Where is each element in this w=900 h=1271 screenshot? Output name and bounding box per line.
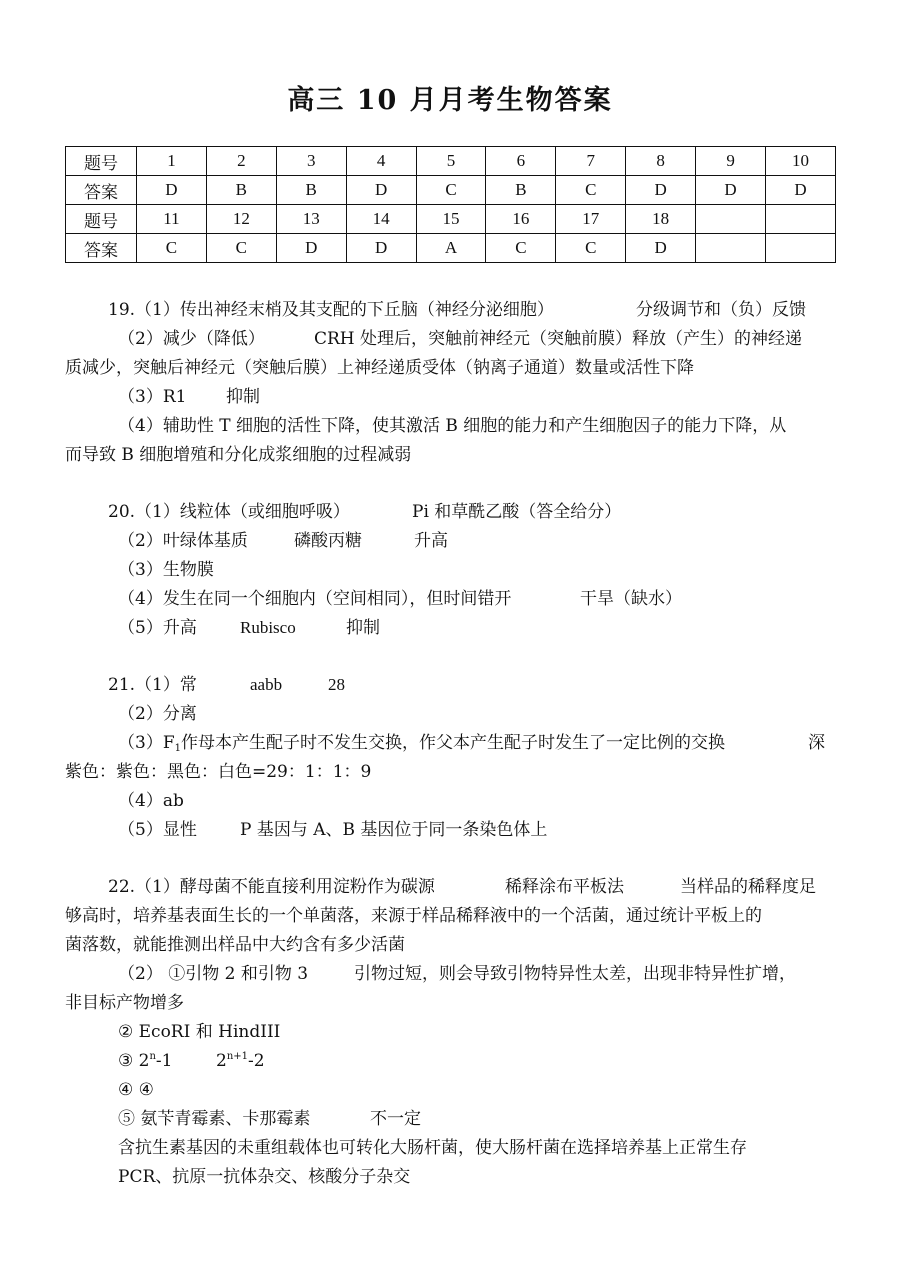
q22-line-5: 非目标产物增多 [65,993,184,1013]
q22-line-11: PCR、抗原一抗体杂交、核酸分子杂交 [118,1167,411,1187]
q20-answer-2c: 升高 [414,531,448,551]
q22-formula-2-exp: n+1 [226,1051,249,1062]
q20-answer-1: 20.（1）线粒体（或细胞呼吸） [108,502,350,522]
q22-answer-2b: 引物过短，则会导致引物特异性太差，出现非特异性扩增， [354,964,796,984]
table-cell: D [626,234,696,263]
q22-formula-1-tail: -1 [155,1051,173,1071]
q19-answer-2: （2）减少（降低） [118,329,265,349]
table-cell: D [346,176,416,205]
table-cell: 7 [556,147,626,176]
q20-answer-2b: 磷酸丙糖 [294,531,362,551]
q22-line-3: 菌落数，就能推测出样品中大约含有多少活菌 [65,935,405,955]
table-row [66,176,836,205]
q20-answer-5c: 抑制 [346,618,380,638]
table-cell: D [137,176,207,205]
table-cell: C [206,234,276,263]
table-cell: C [556,234,626,263]
q21-answer-5a: （5）显性 [118,820,197,840]
q21-answer-5b: P 基因与 A、B 基因位于同一条染色体上 [240,820,548,840]
q22-line-6: ② EcoRI 和 HindIII [118,1022,281,1042]
q22-answer-3a [118,1050,172,1072]
q19-line-5: （4）辅助性 T 细胞的活性下降，使其激活 B 细胞的能力和产生细胞因子的能力下降，从 [118,416,787,436]
q19-answer-1: 19.（1）传出神经末梢及其支配的下丘脑（神经分泌细胞） [108,300,554,320]
q21-answer-1a: 21.（1）常 [108,675,197,695]
table-cell: C [137,234,207,263]
table-cell [766,234,836,263]
table-cell: B [276,176,346,205]
q21-answer-3 [118,732,725,754]
q21-answer-3b: 深 [808,733,825,753]
q22-answer-1a: 22.（1）酵母菌不能直接利用淀粉作为碳源 [108,877,435,897]
table-cell: 17 [556,205,626,234]
q21-f-label: （3）F [118,733,175,753]
q22-line-2: 够高时，培养基表面生长的一个单菌落，来源于样品稀释液中的一个活菌，通过统计平板上的 [65,906,762,926]
q19-answer-1b: 分级调节和（负）反馈 [636,300,806,320]
table-cell: D [276,234,346,263]
q19-line-3: 质减少，突触后神经元（突触后膜）上神经递质受体（钠离子通道）数量或活性下降 [65,358,694,378]
q22-answer-5a: ⑤ 氨苄青霉素、卡那霉素 [118,1109,311,1129]
q22-answer-1b: 稀释涂布平板法 [505,877,624,897]
table-cell: 8 [626,147,696,176]
q22-answer-2a: （2） ①引物 2 和引物 3 [118,964,309,984]
q19-answer-3b: 抑制 [226,387,260,407]
table-row-header: 答案 [66,234,137,263]
table-cell: A [416,234,486,263]
q22-line-8: ④ ④ [118,1080,154,1100]
table-cell: 15 [416,205,486,234]
q22-formula-1-base: ③ 2 [118,1051,150,1071]
table-row [66,205,836,234]
q20-answer-4b: 干旱（缺水） [580,589,682,609]
table-row [66,147,836,176]
q22-answer-5b: 不一定 [370,1109,421,1129]
table-cell [696,234,766,263]
page-title: 高三 10 月月考生物答案 [287,85,613,116]
q19-answer-2b: CRH 处理后，突触前神经元（突触前膜）释放（产生）的神经递 [314,329,803,349]
table-row-header: 题号 [66,147,137,176]
table-cell: 5 [416,147,486,176]
table-cell: B [206,176,276,205]
q21-line-4: 紫色：紫色：黑色：白色=29：1：1：9 [65,762,372,782]
table-cell: 2 [206,147,276,176]
q19-answer-3: （3）R1 [118,387,187,407]
q21-line-2: （2）分离 [118,704,197,724]
table-cell: 10 [766,147,836,176]
q20-answer-1b: Pi 和草酰乙酸（答全给分） [412,502,622,522]
q21-f-subscript: 1 [174,743,181,754]
q20-answer-5a: （5）升高 [118,618,197,638]
q21-line-5: （4）ab [118,791,184,811]
table-cell: D [626,176,696,205]
table-cell: 13 [276,205,346,234]
table-cell: 3 [276,147,346,176]
table-cell: D [696,176,766,205]
table-cell: 1 [137,147,207,176]
table-cell: 4 [346,147,416,176]
q22-answer-3b [216,1050,265,1072]
q20-answer-2a: （2）叶绿体基质 [118,531,248,551]
q21-answer-1c: 28 [328,675,345,694]
table-cell: C [416,176,486,205]
table-row-header: 题号 [66,205,137,234]
table-cell: D [766,176,836,205]
q21-answer-1b: aabb [250,675,283,694]
table-cell: 18 [626,205,696,234]
q21-answer-3-text: 作母本产生配子时不发生交换，作父本产生配子时发生了一定比例的交换 [181,733,725,753]
table-cell: C [556,176,626,205]
table-cell: 11 [137,205,207,234]
table-cell: 9 [696,147,766,176]
table-cell [696,205,766,234]
q22-answer-1c: 当样品的稀释度足 [680,877,816,897]
table-cell [766,205,836,234]
q22-formula-2-tail: -2 [248,1051,265,1071]
table-cell: 16 [486,205,556,234]
q22-formula-1-exp: n [149,1051,156,1062]
table-cell: C [486,234,556,263]
q22-line-10: 含抗生素基因的未重组载体也可转化大肠杆菌，使大肠杆菌在选择培养基上正常生存 [118,1138,747,1158]
q19-line-6: 而导致 B 细胞增殖和分化成浆细胞的过程减弱 [65,445,412,465]
table-row [66,234,836,263]
table-cell: 12 [206,205,276,234]
q20-line-3: （3）生物膜 [118,560,214,580]
table-cell: D [346,234,416,263]
table-cell: 6 [486,147,556,176]
table-cell: B [486,176,556,205]
q20-answer-4a: （4）发生在同一个细胞内（空间相同），但时间错开 [118,589,512,609]
q20-answer-5b: Rubisco [240,618,296,637]
q22-formula-2-base: 2 [216,1051,227,1071]
table-row-header: 答案 [66,176,137,205]
table-cell: 14 [346,205,416,234]
answer-table [65,146,836,263]
